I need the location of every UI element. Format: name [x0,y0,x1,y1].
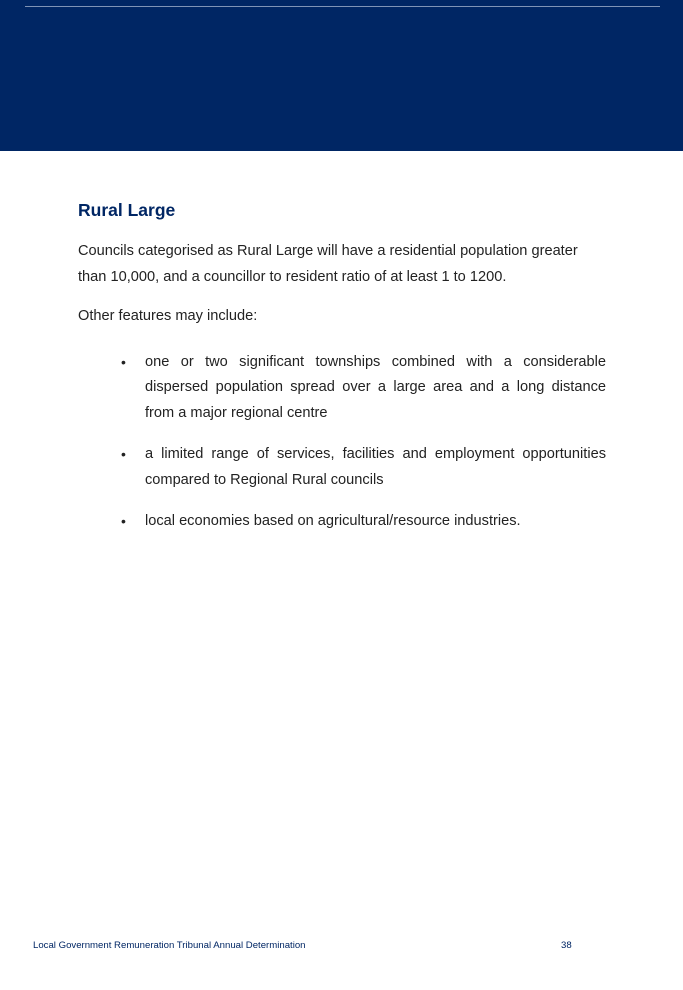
features-list [78,350,606,535]
list-item-text: one or two significant townships combined with a considerable dispersed population spread over a large area and a long distance from a major regional centre [145,353,606,421]
list-item-text: local economies based on agricultural/resource industries. [145,513,521,529]
list-item [121,442,606,493]
list-item [121,509,606,535]
main-content [78,198,606,551]
footer-title: Local Government Remuneration Tribunal Annual Determination [33,940,306,951]
page-number: 38 [561,940,572,951]
list-item [121,350,606,427]
section-heading: Rural Large [78,200,176,220]
list-item-text: a limited range of services, facilities and employment opportunities compared to Regional Rural councils [145,446,606,488]
bullet-icon: • [121,446,126,462]
header-band [0,0,683,151]
intro-paragraph: Councils categorised as Rural Large will have a residential population greater than 10,000, and a councillor to resident ratio of at least 1 to 1200. [78,243,578,285]
bullet-icon: • [121,513,126,529]
bullet-icon: • [121,353,126,370]
lead-in-paragraph: Other features may include: [78,308,258,324]
header-rule [25,6,660,7]
